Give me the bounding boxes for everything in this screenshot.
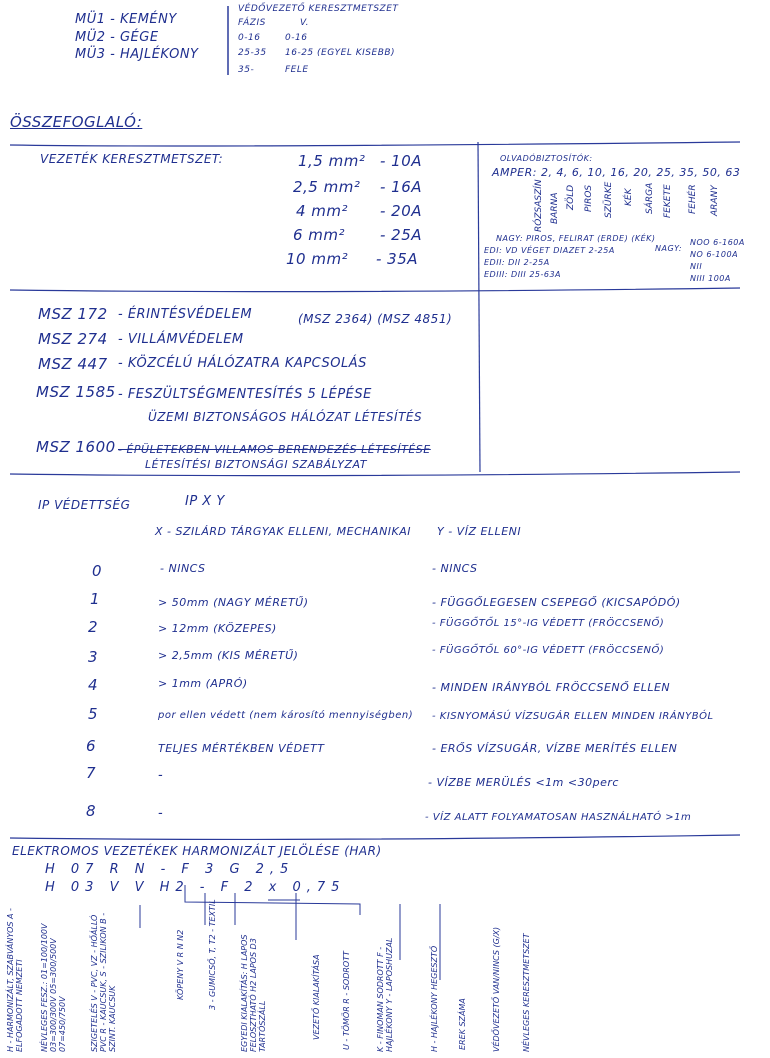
cable-type-mu3: MÜ3 - HAJLÉKONY	[75, 47, 199, 62]
protective-conductor-title: VÉDŐVEZETŐ KERESZTMETSZET	[238, 4, 399, 14]
summary-title: ÖSSZEFOGLALÓ:	[10, 113, 143, 131]
ip-row-0-x: - NINCS	[160, 562, 206, 575]
ip-row-0-digit: 0	[92, 562, 103, 580]
ip-row-4-digit: 4	[88, 676, 99, 694]
msz-extra-4: ÜZEMI BIZTONSÁGOS HÁLÓZAT LÉTESÍTÉS	[148, 410, 423, 424]
wire-row-4-amp: - 25A	[380, 226, 423, 244]
pe-row-1-a: FÁZIS	[238, 18, 266, 28]
har-example-1: H 07 R N - F 3 G 2,5	[45, 862, 295, 877]
har-legend-11: EREK SZÁMA	[458, 998, 467, 1050]
ip-row-7-digit: 7	[86, 764, 97, 782]
fuse-ed-row-1: EDI: VD VÉGET DIAZET 2-25A	[484, 246, 615, 255]
wire-row-3-amp: - 20A	[380, 202, 423, 220]
har-legend-4: KÖPENY V R N N2	[176, 929, 185, 1000]
pe-row-1-b: V.	[300, 18, 309, 28]
fuse-title: OLVADÓBIZTOSÍTÓK:	[500, 154, 593, 163]
pe-row-4-b: FELE	[285, 65, 309, 75]
msz-text-1: - ÉRINTÉSVÉDELEM	[118, 307, 253, 322]
har-legend-12: VÉDŐVEZETŐ VAN/NINCS (G/X)	[492, 926, 501, 1052]
msz-code-4: MSZ 1585	[36, 383, 116, 401]
wire-row-5-size: 10 mm²	[286, 250, 349, 268]
fuse-nagy-note: NAGY: PIROS, FELIRAT (ERDE) (KÉK)	[496, 234, 656, 243]
fuse-color-6: KÉK	[624, 188, 634, 206]
msz-code-1: MSZ 172	[38, 305, 108, 323]
har-legend-2: NÉVLEGES FESZ.: 01=100/100V 03=300/300V 05=300/500V 07=450/750V	[40, 923, 67, 1052]
har-legend-13: NÉVLEGES KERESZTMETSZET	[522, 933, 531, 1052]
ip-row-1-x: > 50mm (NAGY MÉRETŰ)	[158, 596, 309, 609]
har-example-2: H 03 V V H2 - F 2 x 0,75	[45, 880, 346, 895]
msz-text-3: - KÖZCÉLÚ HÁLÓZATRA KAPCSOLÁS	[118, 356, 367, 371]
msz-code-2: MSZ 274	[38, 330, 108, 348]
ip-row-7-x: -	[158, 768, 164, 783]
ip-row-8-digit: 8	[86, 802, 97, 820]
msz-code-5: MSZ 1600	[36, 438, 116, 456]
msz-text-2: - VILLÁMVÉDELEM	[118, 332, 244, 347]
cable-type-mu2: MÜ2 - GÉGE	[75, 30, 159, 45]
fuse-ed-row-2: EDII: DII 2-25A	[484, 258, 550, 267]
fuse-color-10: ARANY	[710, 185, 720, 216]
wire-row-2-amp: - 16A	[380, 178, 423, 196]
msz-extra-5: LÉTESÍTÉSI BIZTONSÁGI SZABÁLYZAT	[145, 458, 367, 471]
msz-code-3: MSZ 447	[38, 355, 108, 373]
fuse-color-9: FEHÉR	[688, 184, 698, 214]
ip-row-8-y: - VÍZ ALATT FOLYAMATOSAN HASZNÁLHATÓ >1m	[425, 812, 692, 823]
har-title: ELEKTROMOS VEZETÉKEK HARMONIZÁLT JELÖLÉSE (HAR)	[12, 844, 382, 858]
ip-row-4-x: > 1mm (APRÓ)	[158, 677, 248, 690]
wire-row-3-size: 4 mm²	[296, 202, 349, 220]
fuse-no-row-3: NII	[690, 262, 703, 271]
ip-row-3-x: > 2,5mm (KIS MÉRETŰ)	[158, 649, 299, 662]
ip-row-5-digit: 5	[88, 705, 99, 723]
fuse-color-8: FEKETE	[663, 184, 673, 218]
ip-row-3-y: - FÜGGŐTŐL 60°-IG VÉDETT (FRÖCCSENŐ)	[432, 645, 665, 656]
har-legend-9: K - FINOMAN SODROTT F - HAJLÉKONY Y - LAPOSHUZAL	[376, 937, 394, 1052]
ip-row-6-y: - ERŐS VÍZSUGÁR, VÍZBE MERÍTÉS ELLEN	[432, 742, 678, 755]
fuse-no-row-1: NOO 6-160A	[690, 238, 745, 247]
ip-row-8-x: -	[158, 806, 164, 821]
har-legend-10: H - HAJLÉKONY HEGESZTŐ	[430, 945, 439, 1052]
wire-row-1-size: 1,5 mm²	[298, 152, 366, 170]
har-legend-8: U - TÖMÖR R - SODROTT	[342, 950, 351, 1050]
fuse-color-4: PIROS	[584, 184, 594, 212]
ip-row-3-digit: 3	[88, 648, 99, 666]
pe-row-2-b: 0-16	[285, 33, 308, 43]
fuse-color-1: RÓZSASZÍN	[534, 179, 544, 232]
ip-row-6-x: TELJES MÉRTÉKBEN VÉDETT	[158, 742, 325, 755]
ip-row-5-x: por ellen védett (nem károsító mennyiségben)	[158, 710, 414, 721]
msz-text-4: - FESZÜLTSÉGMENTESÍTÉS 5 LÉPÉSE	[118, 387, 372, 402]
wire-row-5-amp: - 35A	[376, 250, 419, 268]
har-legend-6: EGYEDI KIALAKÍTÁS: H LAPOS FELOSZTHATÓ H2 LAPOS D3 TARTÓSZÁLL	[240, 934, 267, 1052]
fuse-nagy-2: NAGY:	[655, 244, 683, 253]
fuse-color-7: SÁRGA	[645, 182, 655, 214]
har-legend-7: VEZETŐ KIALAKÍTÁSA	[312, 954, 321, 1040]
pe-row-2-a: 0-16	[238, 33, 261, 43]
wire-row-4-size: 6 mm²	[293, 226, 346, 244]
wire-cross-section-label: VEZETÉK KERESZTMETSZET:	[40, 152, 224, 166]
fuse-no-row-2: NO 6-100A	[690, 250, 739, 259]
msz-text-5: - ÉPÜLETEKBEN VILLAMOS BERENDEZÉS LÉTESÍTÉSE	[118, 443, 431, 456]
cable-type-mu1: MÜ1 - KEMÉNY	[75, 12, 177, 27]
ip-row-1-digit: 1	[90, 590, 101, 608]
ip-y-description: Y - VÍZ ELLENI	[437, 525, 522, 538]
fuse-color-5: SZÜRKE	[604, 181, 614, 218]
ip-row-5-y: - KISNYOMÁSÚ VÍZSUGÁR ELLEN MINDEN IRÁNYBÓL	[432, 711, 714, 722]
ip-code: IP X Y	[185, 494, 225, 509]
fuse-color-3: ZÖLD	[566, 184, 576, 210]
ip-x-description: X - SZILÁRD TÁRGYAK ELLENI, MECHANIKAI	[155, 525, 412, 538]
ip-row-2-y: - FÜGGŐTŐL 15°-IG VÉDETT (FRÖCCSENŐ)	[432, 618, 665, 629]
ip-title: IP VÉDETTSÉG	[38, 498, 131, 512]
ip-row-1-y: - FÜGGŐLEGESEN CSEPEGŐ (KICSAPÓDÓ)	[432, 596, 681, 609]
ip-row-4-y: - MINDEN IRÁNYBÓL FRÖCCSENŐ ELLEN	[432, 681, 671, 694]
ip-row-0-y: - NINCS	[432, 562, 478, 575]
ip-row-2-digit: 2	[88, 618, 99, 636]
ip-row-7-y: - VÍZBE MERÜLÉS <1m <30perc	[428, 776, 619, 789]
fuse-color-2: BARNA	[550, 192, 560, 224]
har-legend-5: 3 - GUMICSŐ, T, T2 - TEXTIL	[208, 899, 217, 1010]
msz-extra-1: (MSZ 2364) (MSZ 4851)	[298, 312, 453, 326]
pe-row-4-a: 35-	[238, 65, 255, 75]
fuse-ed-row-3: EDIII: DIII 25-63A	[484, 270, 562, 279]
har-legend-3: SZIGETELÉS V - PVC, VZ - HŐÁLLÓ PVC R - KAUCSUK, S - SZILIKON B - SZINT. KAUCSUK	[90, 912, 117, 1052]
fuse-no-row-4: NIII 100A	[690, 274, 731, 283]
wire-row-2-size: 2,5 mm²	[293, 178, 361, 196]
pe-row-3-a: 25-35	[238, 48, 267, 58]
har-legend-1: H - HARMONIZÁLT, SZABVÁNYOS A - ELFOGADOTT NEMZETI	[6, 908, 24, 1052]
pe-row-3-b: 16-25 (EGYEL KISEBB)	[285, 48, 396, 58]
wire-row-1-amp: - 10A	[380, 152, 423, 170]
ip-row-2-x: > 12mm (KÖZEPES)	[158, 622, 277, 635]
ip-row-6-digit: 6	[86, 737, 97, 755]
fuse-amper-values: AMPER: 2, 4, 6, 10, 16, 20, 25, 35, 50, 63	[492, 166, 741, 179]
